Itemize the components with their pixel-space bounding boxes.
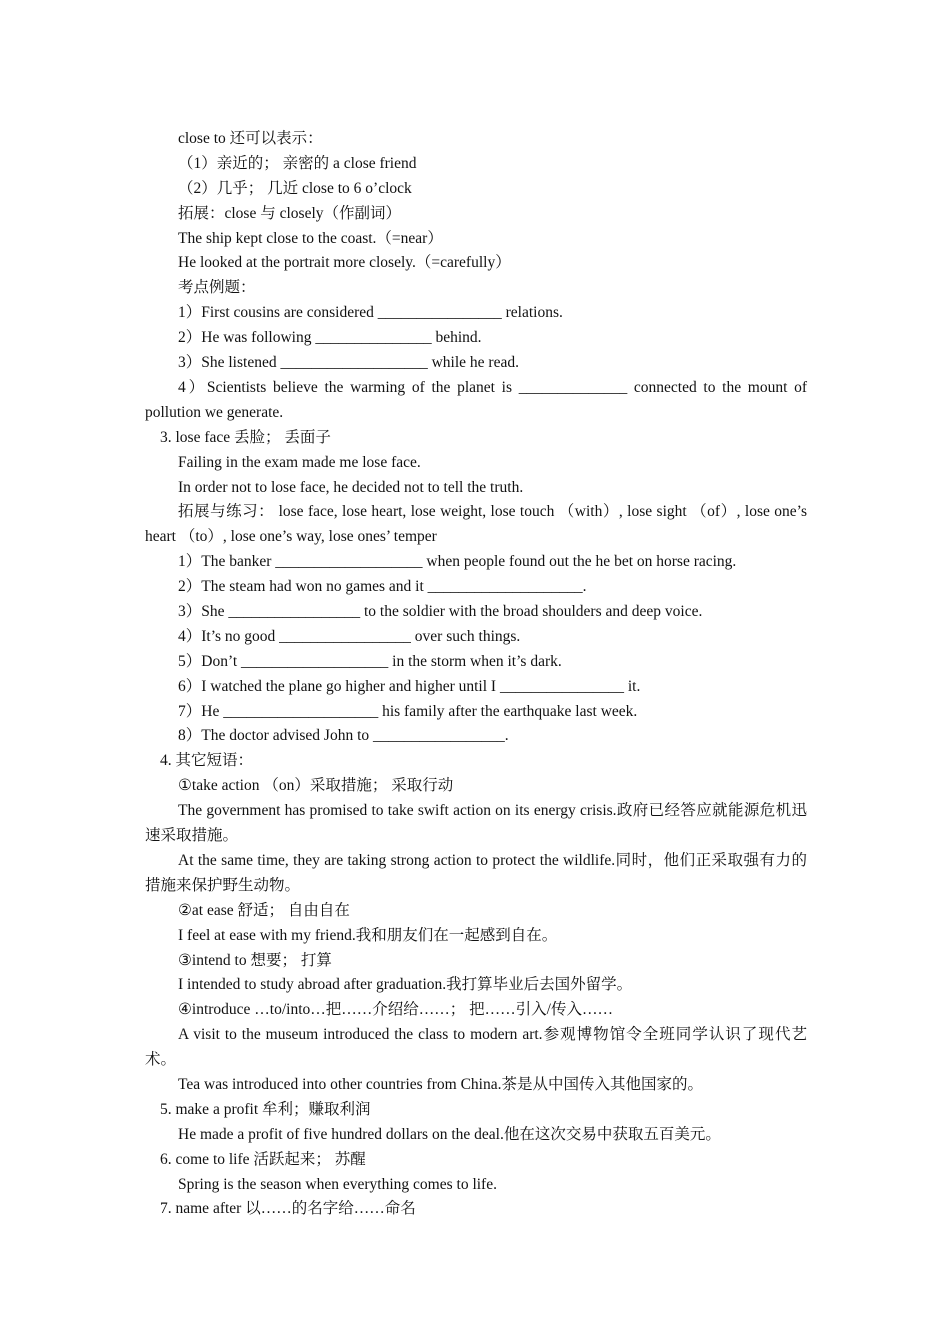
exercise-line: 5）Don’t ___________________ in the storm when it’s dark. <box>178 652 562 670</box>
section-heading: 7. name after 以……的名字给……命名 <box>160 1200 416 1218</box>
section-heading: 6. come to life 活跃起来； 苏醒 <box>160 1150 366 1168</box>
text-line: （2）几乎； 几近 close to 6 o’clock <box>178 179 412 197</box>
example-sentence: He made a profit of five hundred dollars on the deal.他在这次交易中获取五百美元。 <box>178 1125 721 1143</box>
exercise-line: 3）She listened ___________________ while he read. <box>178 354 519 372</box>
example-sentence: Failing in the exam made me lose face. <box>178 453 421 471</box>
section-heading: 3. lose face 丢脸； 丢面子 <box>160 428 331 446</box>
exercise-line: 4）It’s no good _________________ over such things. <box>178 627 521 645</box>
example-sentence: I feel at ease with my friend.我和朋友们在一起感到自在。 <box>178 926 558 944</box>
phrase-heading: ③intend to 想要； 打算 <box>178 951 332 969</box>
example-sentence: Spring is the season when everything comes to life. <box>178 1175 497 1193</box>
phrase-heading: ④introduce …to/into…把……介绍给……； 把……引入/传入…… <box>178 1001 613 1019</box>
example-paragraph: At the same time, they are taking strong action to protect the wildlife.同时，他们正采取强有力的措施来保护野生动物。 <box>145 851 807 894</box>
text-line: 拓展：close 与 closely（作副词） <box>178 204 402 222</box>
text-line: The ship kept close to the coast.（=near） <box>178 229 443 247</box>
exercise-line: 6）I watched the plane go higher and higher until I ________________ it. <box>178 677 641 695</box>
text-line: close to 还可以表示： <box>178 130 323 147</box>
example-sentence: I intended to study abroad after graduation.我打算毕业后去国外留学。 <box>178 976 633 994</box>
exercise-line: 1）First cousins are considered ________________ relations. <box>178 304 563 322</box>
section-heading: 4. 其它短语： <box>160 752 254 770</box>
phrase-heading: ①take action （on）采取措施； 采取行动 <box>178 777 454 795</box>
expansion-paragraph: 拓展与练习： lose face, lose heart, lose weight, lose touch （with）, lose sight （of）, lose one’s heart （to）, lose one’s way, lose ones’ temper <box>145 503 807 546</box>
example-paragraph: A visit to the museum introduced the class to modern art.参观博物馆令全班同学认识了现代艺术。 <box>145 1026 807 1069</box>
text-line: He looked at the portrait more closely.（=carefully） <box>178 254 511 272</box>
exercise-line: 2）He was following _______________ behind. <box>178 329 482 347</box>
example-sentence: Tea was introduced into other countries from China.茶是从中国传入其他国家的。 <box>178 1076 703 1093</box>
document-page <box>0 127 950 1222</box>
exercise-paragraph: 4）Scientists believe the warming of the planet is ______________ connected to the mount of pollution we generate. <box>145 378 807 421</box>
example-sentence: In order not to lose face, he decided not to tell the truth. <box>178 478 524 496</box>
exercise-line: 7）He ____________________ his family after the earthquake last week. <box>178 702 638 720</box>
phrase-heading: ②at ease 舒适； 自由自在 <box>178 901 350 919</box>
exercise-line: 2）The steam had won no games and it ____________________. <box>178 578 587 596</box>
text-line: （1）亲近的； 亲密的 a close friend <box>178 154 417 172</box>
section-heading: 5. make a profit 牟利；赚取利润 <box>160 1100 371 1118</box>
text-line: 考点例题： <box>178 279 256 297</box>
exercise-line: 1）The banker ___________________ when people found out the he bet on horse racing. <box>178 553 737 571</box>
example-paragraph: The government has promised to take swift action on its energy crisis.政府已经答应就能源危机迅速采取措施。 <box>145 802 807 845</box>
exercise-line: 8）The doctor advised John to _________________. <box>178 727 509 745</box>
exercise-line: 3）She _________________ to the soldier with the broad shoulders and deep voice. <box>178 602 703 620</box>
